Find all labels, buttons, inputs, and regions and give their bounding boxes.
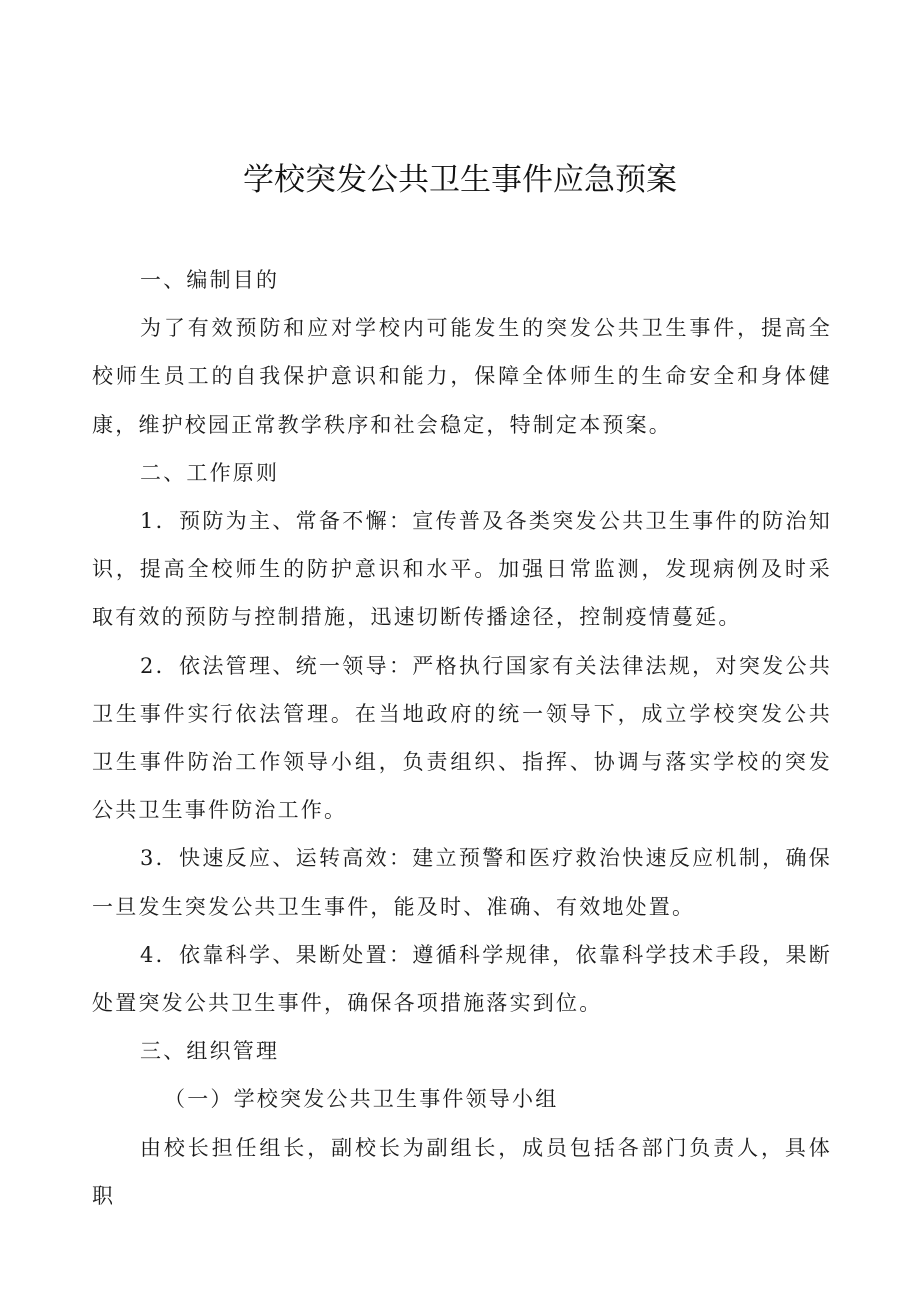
principle-item-3: 3．快速反应、运转高效：建立预警和医疗救治快速反应机制，确保一旦发生突发公共卫生事件，能及时、准确、有效地处置。 bbox=[92, 846, 832, 919]
section-heading-organization: 三、组织管理 bbox=[140, 1039, 280, 1064]
section-heading-purpose: 一、编制目的 bbox=[140, 268, 280, 292]
document-title: 学校突发公共卫生事件应急预案 bbox=[243, 162, 677, 198]
section-heading-principles: 二、工作原则 bbox=[140, 460, 280, 485]
paragraph-purpose: 为了有效预防和应对学校内可能发生的突发公共卫生事件，提高全校师生员工的自我保护意识和能力，保障全体师生的生命安全和身体健康，维护校园正常教学秩序和社会稳定，特制定本预案。 bbox=[92, 316, 832, 437]
sub-heading-leadership-group: （一）学校突发公共卫生事件领导小组 bbox=[164, 1087, 559, 1112]
principle-item-1: 1．预防为主、常备不懈：宣传普及各类突发公共卫生事件的防治知识，提高全校师生的防护意识和水平。加强日常监测，发现病例及时采取有效的预防与控制措施，迅速切断传播途径，控制疫情蔓延。 bbox=[92, 509, 832, 630]
principle-item-4: 4．依靠科学、果断处置：遵循科学规律，依靠科学技术手段，果断处置突发公共卫生事件，确保各项措施落实到位。 bbox=[92, 942, 832, 1016]
document-body bbox=[92, 256, 832, 1220]
principle-item-2: 2．依法管理、统一领导：严格执行国家有关法律法规，对突发公共卫生事件实行依法管理。在当地政府的统一领导下，成立学校突发公共卫生事件防治工作领导小组，负责组织、指挥、协调与落实学校的突发公共卫生事件防治工作。 bbox=[92, 653, 832, 823]
paragraph-leadership-group: 由校长担任组长，副校长为副组长，成员包括各部门负责人，具体职 bbox=[92, 1135, 832, 1208]
